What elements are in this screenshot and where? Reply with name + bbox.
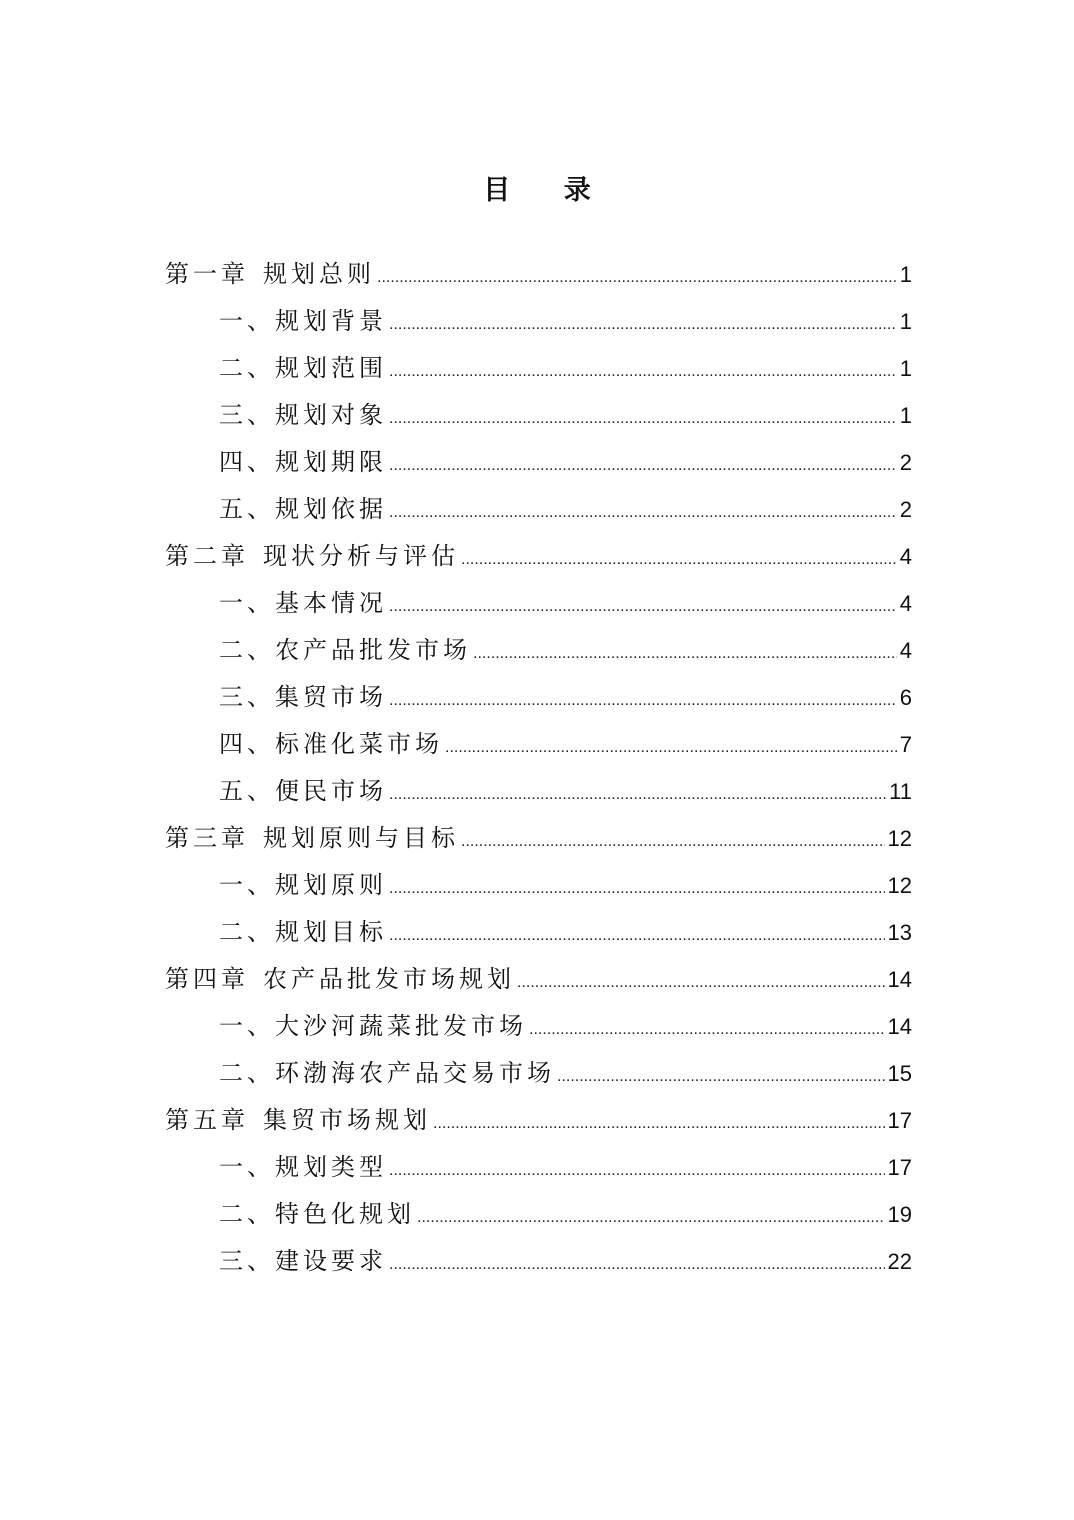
toc-section-entry[interactable] (165, 439, 912, 486)
toc-entry-number: 一、 (219, 307, 275, 335)
toc-entry-label (219, 768, 387, 815)
toc-entry-number: 三、 (219, 1247, 275, 1275)
toc-entry-label (219, 1003, 527, 1050)
toc-dot-leader (433, 1100, 885, 1147)
toc-page-number: 19 (887, 1202, 912, 1227)
toc-entry-title: 大沙河蔬菜批发市场 (275, 1012, 527, 1040)
toc-entry-label (219, 1191, 415, 1238)
toc-entry-number: 第四章 (165, 965, 249, 993)
toc-section-entry[interactable] (165, 1050, 912, 1097)
toc-dot-leader (389, 301, 897, 348)
toc-entry-number: 一、 (219, 1012, 275, 1040)
toc-entry-title: 集贸市场 (275, 683, 387, 711)
toc-dot-leader (389, 1147, 885, 1194)
toc-entry-title: 特色化规划 (275, 1200, 415, 1228)
toc-entry-title: 规划期限 (275, 448, 387, 476)
toc-entry-number: 一、 (219, 871, 275, 899)
toc-entry-label (165, 533, 459, 580)
toc-entry-number: 一、 (219, 589, 275, 617)
toc-entry-label (219, 1238, 387, 1285)
toc-entry-title: 规划原则 (275, 871, 387, 899)
toc-entry-title: 规划依据 (275, 495, 387, 523)
toc-page-number: 12 (887, 873, 912, 898)
toc-chapter-entry[interactable] (165, 251, 912, 298)
toc-entry-number: 第一章 (165, 260, 249, 288)
toc-dot-leader (389, 1241, 885, 1288)
toc-entry-number: 第二章 (165, 542, 249, 570)
toc-entry-number: 二、 (219, 1059, 275, 1087)
toc-section-entry[interactable] (165, 721, 912, 768)
toc-list (165, 251, 912, 1285)
toc-entry-label (219, 1050, 555, 1097)
toc-dot-leader (461, 536, 897, 583)
toc-entry-label (219, 909, 387, 956)
toc-entry-label (219, 627, 471, 674)
toc-entry-label (165, 1097, 431, 1144)
toc-entry-title: 规划目标 (275, 918, 387, 946)
toc-entry-number: 二、 (219, 1200, 275, 1228)
toc-section-entry[interactable] (165, 768, 912, 815)
toc-entry-number: 四、 (219, 448, 275, 476)
toc-page-number: 1 (899, 403, 912, 428)
toc-title: 目 录 (483, 175, 613, 206)
toc-page-number: 4 (899, 591, 912, 616)
toc-dot-leader (389, 865, 885, 912)
toc-page-number: 13 (887, 920, 912, 945)
toc-entry-label (219, 1144, 387, 1191)
toc-entry-title: 农产品批发市场规划 (263, 965, 515, 993)
toc-section-entry[interactable] (165, 486, 912, 533)
toc-section-entry[interactable] (165, 580, 912, 627)
toc-page-number: 1 (899, 309, 912, 334)
toc-entry-number: 第五章 (165, 1106, 249, 1134)
toc-chapter-entry[interactable] (165, 956, 912, 1003)
toc-page-number: 1 (899, 356, 912, 381)
toc-page-number: 14 (887, 1014, 912, 1039)
toc-entry-number: 五、 (219, 495, 275, 523)
toc-entry-number: 二、 (219, 918, 275, 946)
toc-chapter-entry[interactable] (165, 1097, 912, 1144)
toc-entry-title: 规划类型 (275, 1153, 387, 1181)
toc-dot-leader (557, 1053, 885, 1100)
toc-section-entry[interactable] (165, 1003, 912, 1050)
toc-dot-leader (389, 583, 897, 630)
toc-entry-number: 三、 (219, 683, 275, 711)
toc-entry-number: 二、 (219, 354, 275, 382)
toc-section-entry[interactable] (165, 345, 912, 392)
toc-dot-leader (389, 677, 897, 724)
toc-page-number: 15 (887, 1061, 912, 1086)
toc-section-entry[interactable] (165, 1238, 912, 1285)
toc-section-entry[interactable] (165, 909, 912, 956)
toc-entry-title: 建设要求 (275, 1247, 387, 1275)
toc-entry-label (219, 862, 387, 909)
toc-entry-title: 规划原则与目标 (263, 824, 459, 852)
toc-entry-title: 农产品批发市场 (275, 636, 471, 664)
toc-chapter-entry[interactable] (165, 815, 912, 862)
toc-entry-title: 环渤海农产品交易市场 (275, 1059, 555, 1087)
toc-entry-title: 现状分析与评估 (263, 542, 459, 570)
toc-page-number: 2 (899, 450, 912, 475)
toc-dot-leader (389, 912, 885, 959)
toc-page-number: 4 (899, 544, 912, 569)
toc-page-number: 7 (899, 732, 912, 757)
toc-entry-title: 基本情况 (275, 589, 387, 617)
toc-section-entry[interactable] (165, 1144, 912, 1191)
toc-dot-leader (529, 1006, 885, 1053)
toc-entry-number: 一、 (219, 1153, 275, 1181)
toc-entry-label (219, 721, 443, 768)
toc-page-number: 11 (889, 779, 912, 804)
toc-dot-leader (389, 489, 897, 536)
toc-entry-number: 第三章 (165, 824, 249, 852)
toc-entry-title: 便民市场 (275, 777, 387, 805)
toc-entry-title: 标准化菜市场 (275, 730, 443, 758)
toc-entry-number: 四、 (219, 730, 275, 758)
toc-dot-leader (473, 630, 897, 677)
toc-entry-number: 五、 (219, 777, 275, 805)
toc-dot-leader (389, 442, 897, 489)
toc-page-number: 17 (887, 1155, 912, 1180)
toc-dot-leader (389, 395, 897, 442)
toc-entry-number: 三、 (219, 401, 275, 429)
toc-dot-leader (461, 818, 885, 865)
toc-entry-title: 规划背景 (275, 307, 387, 335)
toc-section-entry[interactable] (165, 674, 912, 721)
toc-dot-leader (445, 724, 897, 771)
toc-page-number: 12 (887, 826, 912, 851)
toc-entry-label (219, 439, 387, 486)
toc-section-entry[interactable] (165, 298, 912, 345)
toc-entry-label (219, 392, 387, 439)
toc-page-number: 4 (899, 638, 912, 663)
toc-dot-leader (389, 348, 897, 395)
toc-entry-number: 二、 (219, 636, 275, 664)
toc-section-entry[interactable] (165, 627, 912, 674)
toc-entry-label (165, 815, 459, 862)
toc-entry-title: 集贸市场规划 (263, 1106, 431, 1134)
toc-dot-leader (517, 959, 885, 1006)
toc-entry-title: 规划总则 (263, 260, 375, 288)
toc-page-number: 1 (899, 262, 912, 287)
toc-dot-leader (389, 771, 886, 818)
toc-chapter-entry[interactable] (165, 533, 912, 580)
toc-section-entry[interactable] (165, 862, 912, 909)
toc-page-number: 2 (899, 497, 912, 522)
toc-entry-label (165, 956, 515, 1003)
toc-dot-leader (417, 1194, 885, 1241)
toc-dot-leader (377, 254, 897, 301)
toc-entry-title: 规划对象 (275, 401, 387, 429)
toc-page-number: 14 (887, 967, 912, 992)
toc-entry-label (219, 486, 387, 533)
toc-entry-label (219, 345, 387, 392)
toc-section-entry[interactable] (165, 1191, 912, 1238)
toc-page-number: 6 (899, 685, 912, 710)
toc-page-number: 17 (887, 1108, 912, 1133)
toc-entry-label (219, 580, 387, 627)
toc-page-number: 22 (887, 1249, 912, 1274)
toc-entry-title: 规划范围 (275, 354, 387, 382)
toc-entry-label (219, 674, 387, 721)
toc-entry-label (219, 298, 387, 345)
toc-section-entry[interactable] (165, 392, 912, 439)
toc-entry-label (165, 251, 375, 298)
